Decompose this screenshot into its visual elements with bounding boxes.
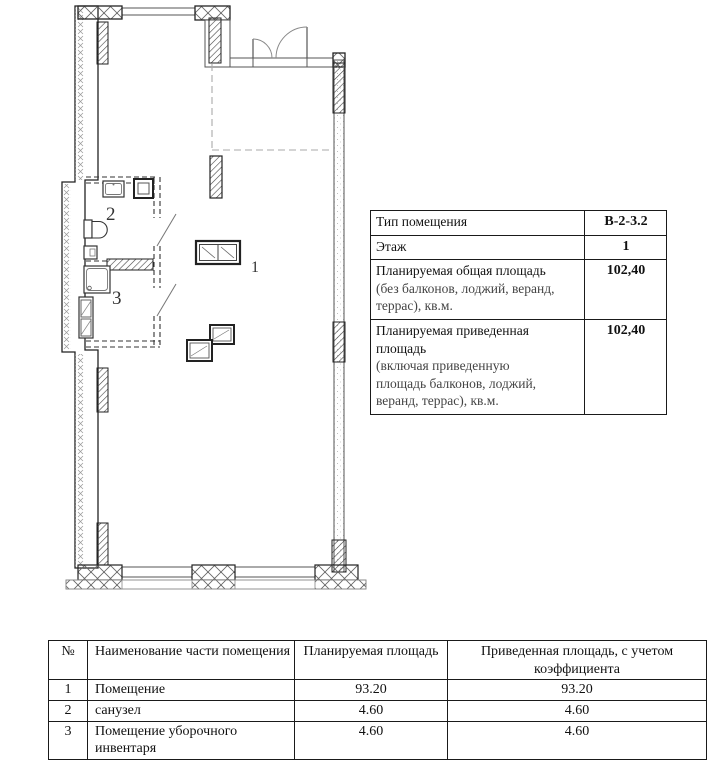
room-areas-table xyxy=(48,640,707,760)
header-planned: Планируемая площадь xyxy=(295,641,448,680)
cell-num: 1 xyxy=(49,680,88,701)
sink-fixture xyxy=(103,181,124,197)
cell-reduced: 93.20 xyxy=(448,680,707,701)
header-reduced: Приведенная площадь, с учетом коэффициента xyxy=(448,641,707,680)
info-row-value: В-2-3.2 xyxy=(585,211,667,236)
info-row-value: 102,40 xyxy=(585,320,667,415)
room-1-label: 1 xyxy=(251,259,259,276)
info-row-value: 1 xyxy=(585,236,667,260)
info-row-label-main: Планируемая общая площадь xyxy=(376,263,546,278)
zone-dashed-boundary xyxy=(212,64,334,150)
storage-block-lower xyxy=(187,340,212,361)
info-row-label xyxy=(371,320,585,415)
table-row xyxy=(49,680,707,701)
cell-name: Помещение xyxy=(88,680,295,701)
storage-block-upper xyxy=(210,325,234,344)
cell-num: 2 xyxy=(49,701,88,722)
wall-bottom xyxy=(66,565,366,589)
table-row xyxy=(371,211,667,236)
pier-column xyxy=(210,156,222,198)
table-row xyxy=(371,320,667,415)
duct-box xyxy=(84,246,97,259)
floor-plan xyxy=(55,0,370,600)
cell-reduced: 4.60 xyxy=(448,721,707,759)
table-row xyxy=(49,721,707,759)
cabinet-fixture xyxy=(79,297,93,338)
entrance-door-icon xyxy=(253,27,307,58)
info-row-label: Тип помещения xyxy=(371,211,585,236)
info-row-label xyxy=(371,260,585,320)
unit-info-table xyxy=(370,210,667,415)
cell-name: санузел xyxy=(88,701,295,722)
header-num: № xyxy=(49,641,88,680)
kitchen-unit xyxy=(196,241,240,264)
shower-tray-fixture xyxy=(84,266,110,293)
cell-planned: 4.60 xyxy=(295,701,448,722)
toilet-fixture xyxy=(84,220,107,238)
cell-reduced: 4.60 xyxy=(448,701,707,722)
water-heater-fixture xyxy=(134,179,153,198)
table-row xyxy=(49,701,707,722)
table-row xyxy=(371,260,667,320)
cell-name: Помещение уборочного инвентаря xyxy=(88,721,295,759)
info-row-label-main: Планируемая приведенная площадь xyxy=(376,323,529,356)
table-header-row xyxy=(49,641,707,680)
info-row-label: Этаж xyxy=(371,236,585,260)
wall-top xyxy=(78,6,345,67)
info-row-label-note: (включая приведенную площадь балконов, лоджий, веранд, террас), кв.м. xyxy=(376,358,537,409)
table-row xyxy=(371,236,667,260)
cell-num: 3 xyxy=(49,721,88,759)
room-2-label: 2 xyxy=(106,204,116,225)
cell-planned: 4.60 xyxy=(295,721,448,759)
cell-planned: 93.20 xyxy=(295,680,448,701)
header-name: Наименование части помещения xyxy=(88,641,295,680)
partition-walls xyxy=(86,177,176,347)
info-row-value: 102,40 xyxy=(585,260,667,320)
wall-right xyxy=(332,60,346,572)
info-row-label-note: (без балконов, лоджий, веранд, террас), кв.м. xyxy=(376,280,555,314)
room-3-label: 3 xyxy=(112,288,122,309)
